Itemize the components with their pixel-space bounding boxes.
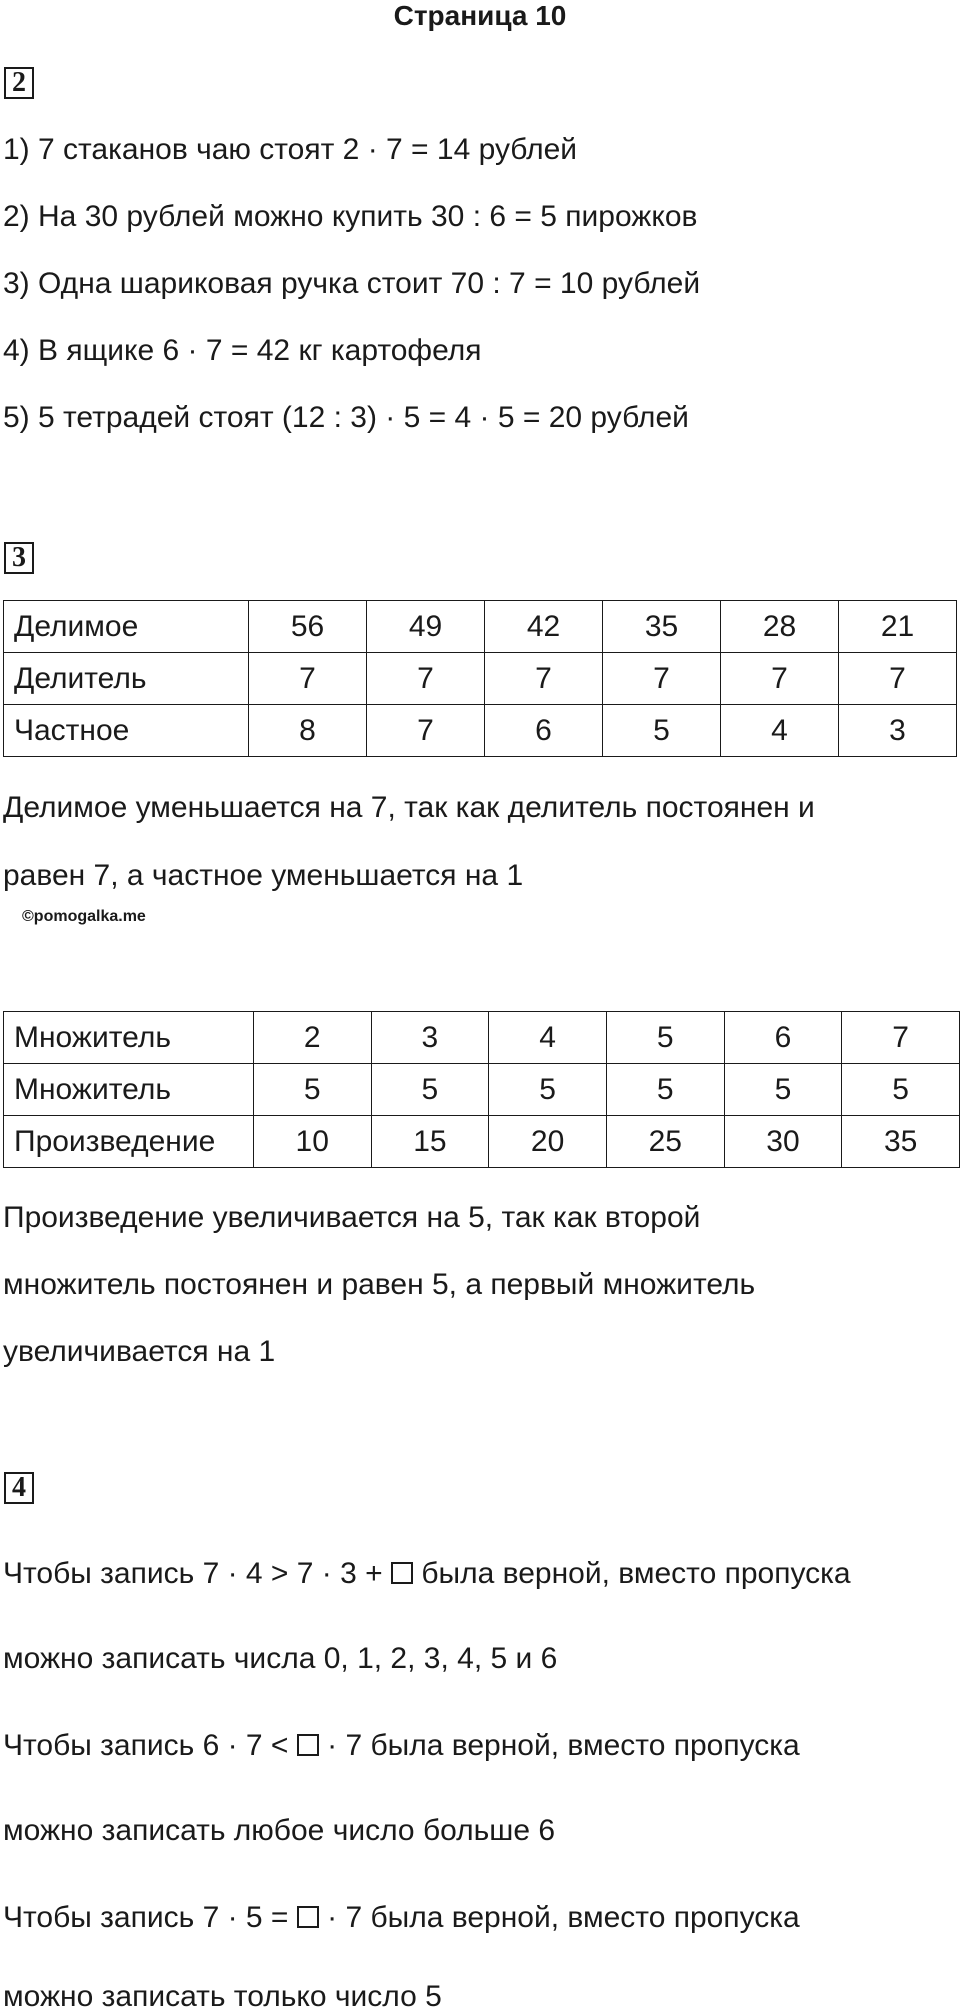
table-row [4, 653, 957, 705]
table-cell: 20 [489, 1116, 607, 1168]
table-cell: 10 [253, 1116, 371, 1168]
table-cell: 42 [485, 601, 603, 653]
table-row [4, 1012, 960, 1064]
statement-text: Чтобы запись 7 · 4 > 7 · 3 + [3, 1557, 392, 1590]
table-cell: 7 [485, 653, 603, 705]
table-cell: 5 [606, 1064, 724, 1116]
empty-box-icon [297, 1906, 319, 1928]
row-header: Делимое [4, 601, 249, 653]
task3-text1-line-2: равен 7, а частное уменьшается на 1 [3, 859, 524, 892]
table-cell: 21 [839, 601, 957, 653]
task-number-2: 2 [4, 67, 34, 99]
task-number-4: 4 [4, 1472, 34, 1504]
table-row [4, 601, 957, 653]
table-row [4, 1116, 960, 1168]
table-cell: 7 [839, 653, 957, 705]
task2-line-5: 5) 5 тетрадей стоят (12 : 3) · 5 = 4 · 5 = 20 рублей [3, 401, 689, 434]
task2-line-2: 2) На 30 рублей можно купить 30 : 6 = 5 пирожков [3, 200, 698, 233]
table-cell: 5 [724, 1064, 842, 1116]
table-cell: 8 [249, 705, 367, 757]
table-cell: 7 [367, 653, 485, 705]
table-cell: 5 [603, 705, 721, 757]
table-cell: 5 [489, 1064, 607, 1116]
table-cell: 49 [367, 601, 485, 653]
task4-item-1 [3, 1556, 851, 1592]
row-header: Множитель [4, 1064, 254, 1116]
table-cell: 5 [842, 1064, 960, 1116]
table-cell: 5 [606, 1012, 724, 1064]
table-cell: 4 [721, 705, 839, 757]
table-cell: 6 [485, 705, 603, 757]
table-cell: 2 [253, 1012, 371, 1064]
table-cell: 5 [371, 1064, 489, 1116]
row-header: Делитель [4, 653, 249, 705]
table-cell: 15 [371, 1116, 489, 1168]
statement-text: Чтобы запись 6 · 7 < [3, 1729, 297, 1762]
table-cell: 56 [249, 601, 367, 653]
table-cell: 7 [721, 653, 839, 705]
task2-line-3: 3) Одна шариковая ручка стоит 70 : 7 = 10 рублей [3, 267, 701, 300]
table-cell: 7 [842, 1012, 960, 1064]
task3-text1-line-1: Делимое уменьшается на 7, так как делитель постоянен и [3, 791, 815, 824]
task4-answer-3: можно записать только число 5 [3, 1980, 442, 2013]
statement-text: Чтобы запись 7 · 5 = [3, 1901, 297, 1934]
table-cell: 6 [724, 1012, 842, 1064]
page-title: Страница 10 [393, 0, 567, 31]
table-cell: 35 [603, 601, 721, 653]
statement-text: · 7 была верной, вместо пропуска [318, 1729, 800, 1762]
row-header: Частное [4, 705, 249, 757]
statement-text: · 7 была верной, вместо пропуска [318, 1901, 800, 1934]
table-cell: 3 [371, 1012, 489, 1064]
task4-item-3 [3, 1900, 800, 1936]
row-header: Произведение [4, 1116, 254, 1168]
table-cell: 4 [489, 1012, 607, 1064]
table-cell: 7 [249, 653, 367, 705]
table-cell: 25 [606, 1116, 724, 1168]
task3-text2-line-1: Произведение увеличивается на 5, так как второй [3, 1201, 701, 1234]
table-cell: 7 [367, 705, 485, 757]
table-cell: 7 [603, 653, 721, 705]
task2-line-1: 1) 7 стаканов чаю стоят 2 · 7 = 14 рублей [3, 133, 578, 166]
table-cell: 35 [842, 1116, 960, 1168]
table-row [4, 1064, 960, 1116]
statement-text: была верной, вместо пропуска [413, 1557, 851, 1590]
table-row [4, 705, 957, 757]
task3-text2-line-3: увеличивается на 1 [3, 1335, 276, 1368]
task4-item-2 [3, 1728, 800, 1764]
task4-answer-2: можно записать любое число больше 6 [3, 1814, 556, 1847]
multiplication-table [3, 1011, 960, 1168]
empty-box-icon [391, 1562, 413, 1584]
table-cell: 3 [839, 705, 957, 757]
task4-answer-1: можно записать числа 0, 1, 2, 3, 4, 5 и 6 [3, 1642, 558, 1675]
row-header: Множитель [4, 1012, 254, 1064]
division-table [3, 600, 957, 757]
table-cell: 5 [253, 1064, 371, 1116]
table-cell: 28 [721, 601, 839, 653]
empty-box-icon [297, 1734, 319, 1756]
task-number-3: 3 [4, 542, 34, 574]
watermark: ©pomogalka.me [22, 908, 146, 925]
task3-text2-line-2: множитель постоянен и равен 5, а первый множитель [3, 1268, 756, 1301]
table-cell: 30 [724, 1116, 842, 1168]
task2-line-4: 4) В ящике 6 · 7 = 42 кг картофеля [3, 334, 482, 367]
